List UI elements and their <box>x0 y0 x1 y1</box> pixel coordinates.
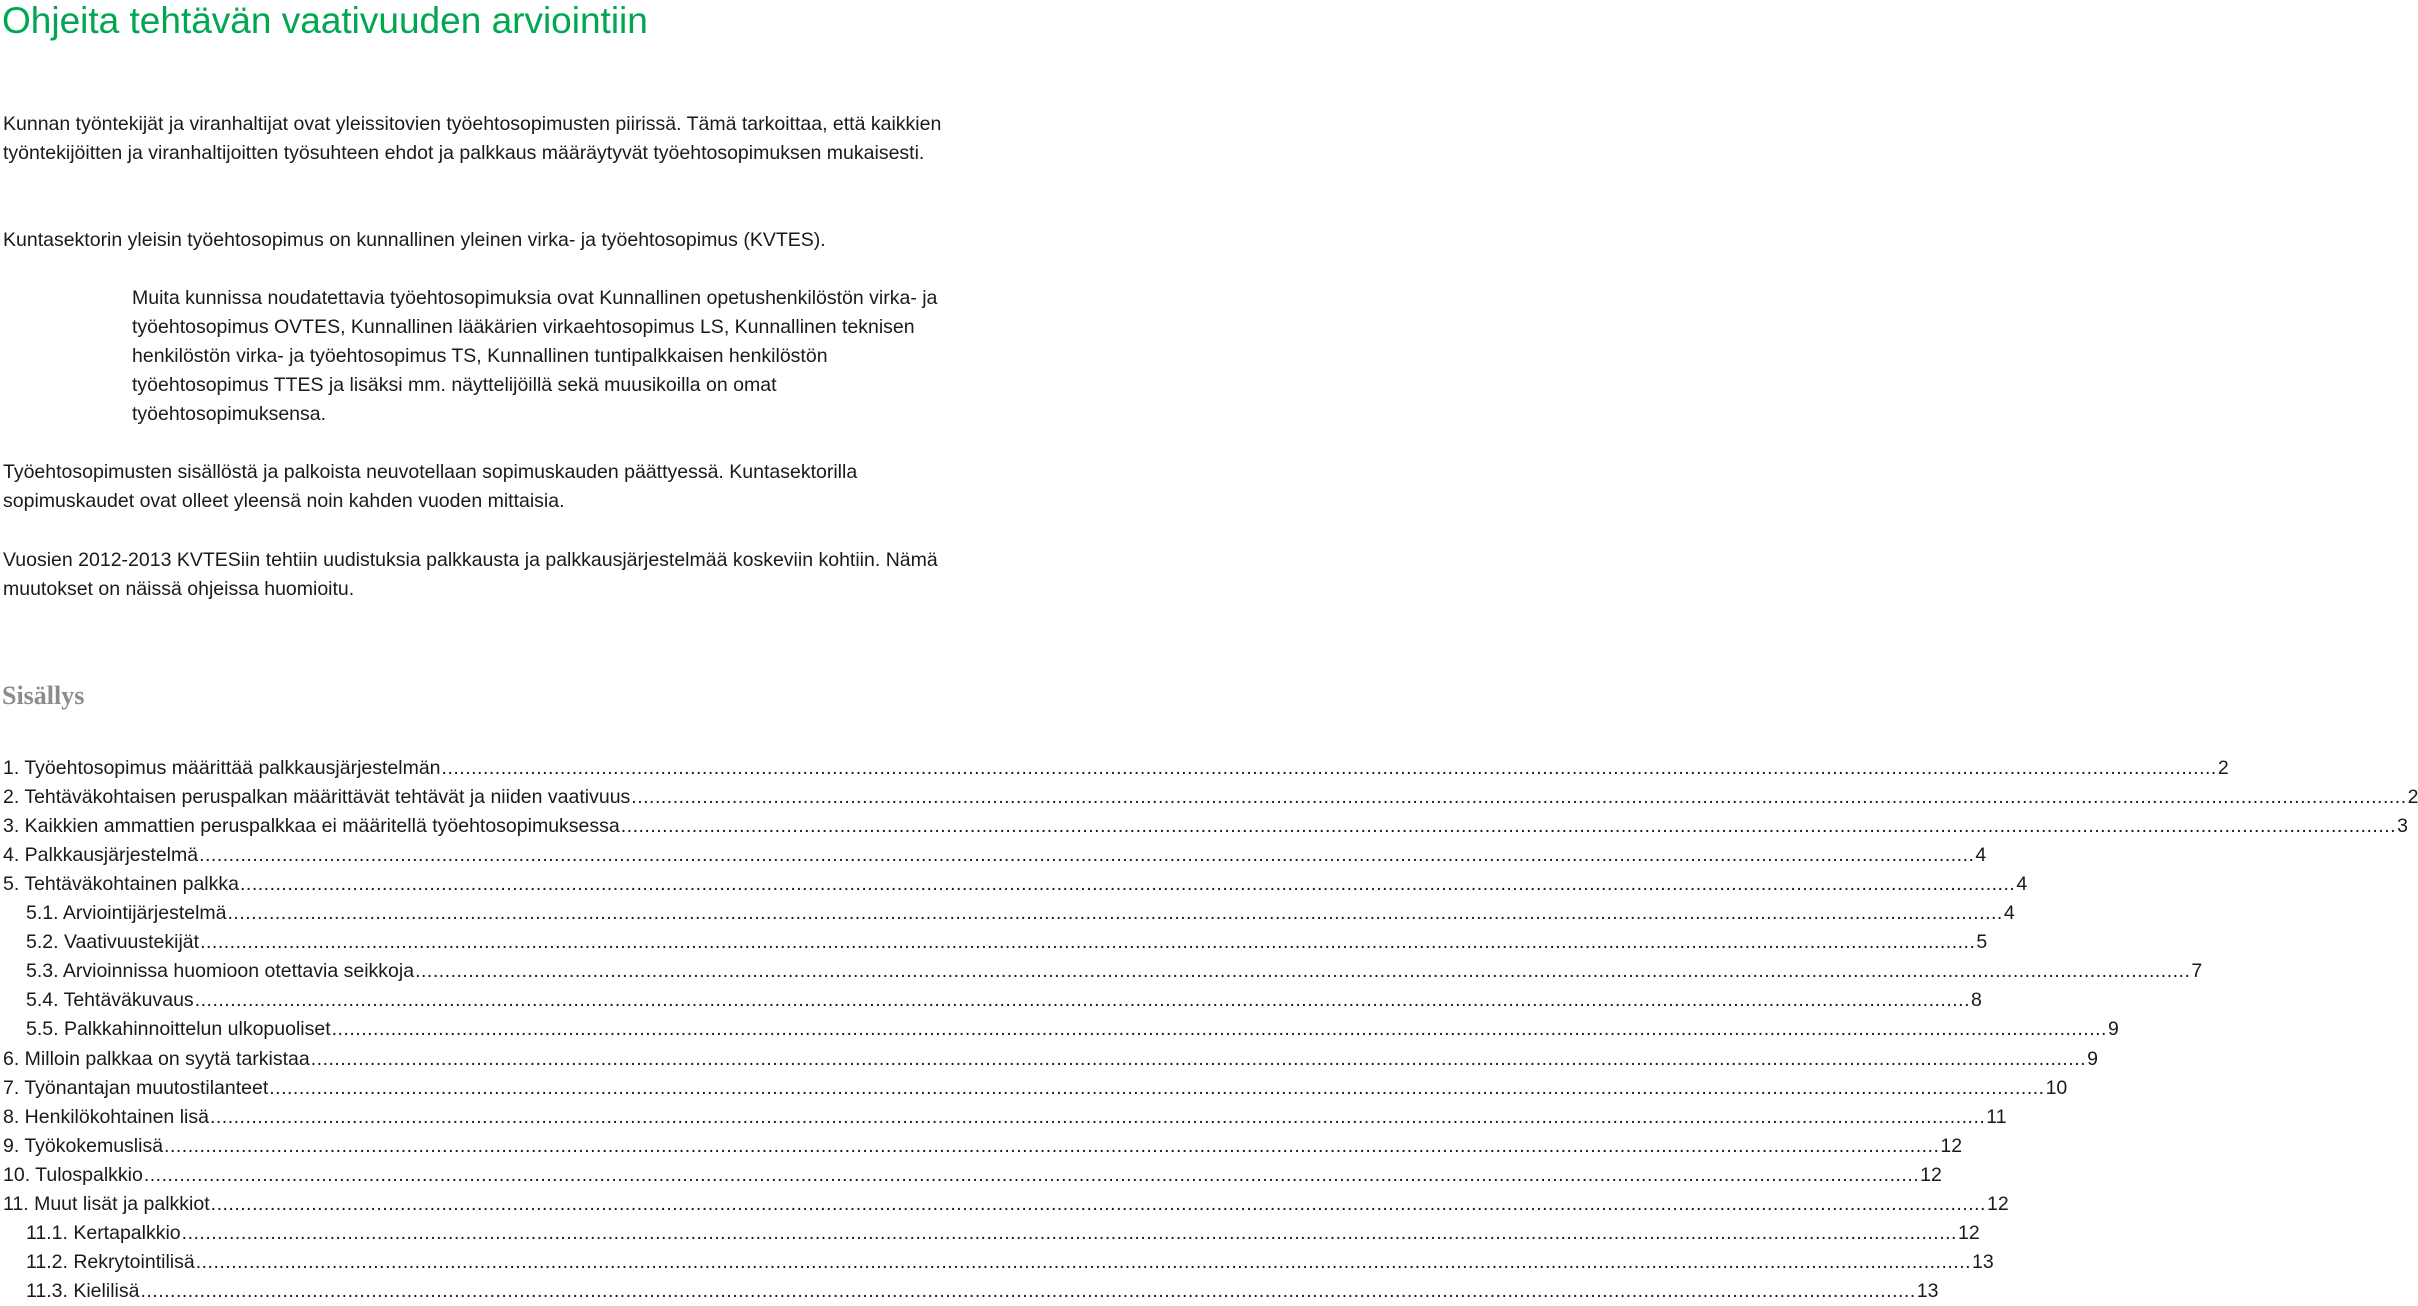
toc-leader-dots: ............................................................................................................................................................................................................................................................................................................ <box>415 960 2191 983</box>
toc-entry[interactable] <box>0 1074 2068 1103</box>
toc-leader-dots: ............................................................................................................................................................................................................................................................................................................ <box>194 989 1971 1012</box>
toc-entry-page-number: 2 <box>2217 757 2229 779</box>
toc-entry-page-number: 4 <box>1975 844 1987 867</box>
toc-entry[interactable] <box>0 1248 1994 1277</box>
toc-entry-page-number: 9 <box>2087 1047 2098 1070</box>
toc-entry-label: 6. Milloin palkkaa on syytä tarkistaa <box>3 1047 310 1070</box>
intro-paragraph-5: Vuosien 2012-2013 KVTESiin tehtiin uudistuksia palkkausta ja palkkausjärjestelmää koskeviin kohtiin. Nämä muutokset on näissä ohjeissa huomioitu. <box>3 549 938 600</box>
toc-entry-line <box>26 1015 2119 1044</box>
toc-entry[interactable] <box>0 870 2028 899</box>
toc-leader-dots: ............................................................................................................................................................................................................................................................................................................ <box>227 902 2003 925</box>
toc-entry[interactable] <box>0 783 2418 812</box>
toc-entry[interactable] <box>0 1277 1939 1306</box>
toc-entry-label: 5.4. Tehtäväkuvaus <box>26 989 194 1012</box>
toc-entry-label: 4. Palkkausjärjestelmä <box>3 844 199 867</box>
toc-entry-page-number: 12 <box>1957 1221 1980 1244</box>
toc-entry[interactable] <box>0 1161 1942 1190</box>
toc-entry-line <box>26 1248 1994 1277</box>
toc-entry[interactable] <box>0 928 1988 957</box>
toc-entry-page-number: 11 <box>1986 1105 2007 1128</box>
intro-paragraph-3: Muita kunnissa noudatettavia työehtosopimuksia ovat Kunnallinen opetushenkilöstön virka- ja työehtosopimus OVTES, Kunnallinen lääkärien virkaehtosopimus LS, Kunnallinen teknisen henkilöstön virka- ja työehtosopimus TS, Kunnallinen tuntipalkkaisen henkilöstön työehtosopimus TTES ja lisäksi mm. näyttelijöillä sekä muusikoilla on omat työehtosopimuksensa. <box>132 287 938 425</box>
toc-entry-line <box>26 1219 1980 1248</box>
toc-leader-dots: ............................................................................................................................................................................................................................................................................................................ <box>310 1047 2087 1070</box>
toc-entry-line <box>3 754 2229 783</box>
toc-entry-page-number: 13 <box>1972 1250 1994 1273</box>
toc-entry[interactable] <box>0 986 1982 1015</box>
toc-leader-dots: ............................................................................................................................................................................................................................................................................................................ <box>239 873 2016 896</box>
intro-paragraph-2: Kuntasektorin yleisin työehtosopimus on kunnallinen yleinen virka- ja työehtosopimus (KVTES). <box>3 229 826 251</box>
toc-entry[interactable] <box>0 1045 2098 1074</box>
toc-entry-page-number: 4 <box>2016 873 2028 896</box>
toc-entry-label: 1. Työehtosopimus määrittää palkkausjärjestelmän <box>3 757 441 779</box>
toc-leader-dots: ............................................................................................................................................................................................................................................................................................................ <box>181 1221 1957 1244</box>
toc-entry-line <box>3 783 2418 812</box>
toc-entry-page-number: 13 <box>1916 1279 1939 1302</box>
toc-entry-label: 5. Tehtäväkohtainen palkka <box>3 873 239 896</box>
toc-entry-label: 8. Henkilökohtainen lisä <box>3 1105 209 1128</box>
toc-leader-dots: ............................................................................................................................................................................................................................................................................................................ <box>199 844 1975 867</box>
toc-entry[interactable] <box>0 1103 2007 1132</box>
toc-entry-line <box>26 899 2015 928</box>
toc-entry[interactable] <box>0 957 2203 986</box>
toc-entry-label: 5.1. Arviointijärjestelmä <box>26 902 227 925</box>
toc-entry-page-number: 5 <box>1976 931 1988 954</box>
toc-leader-dots: ............................................................................................................................................................................................................................................................................................................ <box>143 1163 1920 1186</box>
toc-leader-dots: ............................................................................................................................................................................................................................................................................................................ <box>631 786 2407 809</box>
toc-entry-line <box>3 1045 2098 1074</box>
toc-entry-label: 9. Työkokemuslisä <box>3 1134 164 1157</box>
toc-leader-dots: ............................................................................................................................................................................................................................................................................................................ <box>195 1250 1972 1273</box>
toc-entry-label: 11.2. Rekrytointilisä <box>26 1250 195 1273</box>
toc-entry-label: 7. Työnantajan muutostilanteet <box>3 1076 269 1099</box>
toc-leader-dots: ............................................................................................................................................................................................................................................................................................................ <box>269 1076 2045 1099</box>
page-title: Ohjeita tehtävän vaativuuden arviointiin <box>2 0 648 41</box>
toc-entry-line <box>3 1103 2007 1132</box>
toc-entry-line <box>3 1132 1963 1161</box>
toc-leader-dots: ............................................................................................................................................................................................................................................................................................................ <box>441 757 2217 779</box>
toc-leader-dots: ............................................................................................................................................................................................................................................................................................................ <box>331 1018 2107 1041</box>
toc-entry-label: 11.1. Kertapalkkio <box>26 1221 181 1244</box>
toc-entry-label: 2. Tehtäväkohtaisen peruspalkan määrittävät tehtävät ja niiden vaativuus <box>3 786 631 809</box>
toc-entry-page-number: 3 <box>2397 815 2408 838</box>
toc-entry-page-number: 7 <box>2191 960 2203 983</box>
toc-entry-page-number: 12 <box>1920 1163 1942 1186</box>
toc-entry-label: 3. Kaikkien ammattien peruspalkkaa ei määritellä työehtosopimuksessa <box>3 815 620 838</box>
toc-entry-line <box>26 986 1982 1015</box>
toc-entry-line <box>3 870 2028 899</box>
intro-paragraph-4: Työehtosopimusten sisällöstä ja palkoista neuvotellaan sopimuskauden päättyessä. Kuntasektorilla sopimuskaudet ovat olleet yleensä noin kahden vuoden mittaisia. <box>3 461 858 512</box>
toc-heading: Sisällys <box>2 681 85 710</box>
toc-entry-page-number: 9 <box>2107 1018 2119 1041</box>
toc-entry-page-number: 2 <box>2407 786 2418 809</box>
toc-entry-line <box>26 957 2203 986</box>
toc-leader-dots: ............................................................................................................................................................................................................................................................................................................ <box>140 1279 1916 1302</box>
toc-entry-line <box>3 812 2408 841</box>
toc-entry-page-number: 4 <box>2003 902 2015 925</box>
toc-entry[interactable] <box>0 812 2408 841</box>
toc-leader-dots: ............................................................................................................................................................................................................................................................................................................ <box>210 1192 1986 1215</box>
toc-entry-page-number: 12 <box>1940 1134 1963 1157</box>
toc-leader-dots: ............................................................................................................................................................................................................................................................................................................ <box>164 1134 1940 1157</box>
toc-entry-label: 5.5. Palkkahinnoittelun ulkopuoliset <box>26 1018 331 1041</box>
toc-entry-label: 5.3. Arvioinnissa huomioon otettavia seikkoja <box>26 960 415 983</box>
toc-entry[interactable] <box>0 1190 2009 1219</box>
toc-entry[interactable] <box>0 1219 1980 1248</box>
intro-paragraph-1: Kunnan työntekijät ja viranhaltijat ovat yleissitovien työehtosopimusten piirissä. Tämä tarkoittaa, että kaikkien työntekijöitten ja viranhaltijoitten työsuhteen ehdot ja palkkaus määräytyvät työehtosopimuksen mukaisesti. <box>3 113 942 164</box>
toc-entry-line <box>26 1277 1939 1306</box>
toc-entry[interactable] <box>0 899 2015 928</box>
toc-entry-line <box>3 841 1987 870</box>
toc-entry[interactable] <box>0 754 2229 783</box>
toc-entry-label: 10. Tulospalkkio <box>3 1163 143 1186</box>
toc-leader-dots: ............................................................................................................................................................................................................................................................................................................ <box>200 931 1976 954</box>
toc-leader-dots: ............................................................................................................................................................................................................................................................................................................ <box>620 815 2397 838</box>
toc-entry-line <box>3 1190 2009 1219</box>
toc-entry-page-number: 8 <box>1971 989 1982 1012</box>
toc-entry-label: 11. Muut lisät ja palkkiot <box>3 1192 210 1215</box>
toc-entry[interactable] <box>0 1015 2119 1044</box>
toc-entry-page-number: 12 <box>1986 1192 2009 1215</box>
toc-entry-page-number: 10 <box>2045 1076 2068 1099</box>
toc-entry-line <box>3 1161 1942 1190</box>
toc-entry-line <box>26 928 1988 957</box>
toc-entry-label: 11.3. Kielilisä <box>26 1279 140 1302</box>
toc-entry-label: 5.2. Vaativuustekijät <box>26 931 200 954</box>
toc-entry[interactable] <box>0 1132 1963 1161</box>
toc-entry-line <box>3 1074 2068 1103</box>
toc-entry[interactable] <box>0 841 1987 870</box>
toc-leader-dots: ............................................................................................................................................................................................................................................................................................................ <box>209 1105 1986 1128</box>
